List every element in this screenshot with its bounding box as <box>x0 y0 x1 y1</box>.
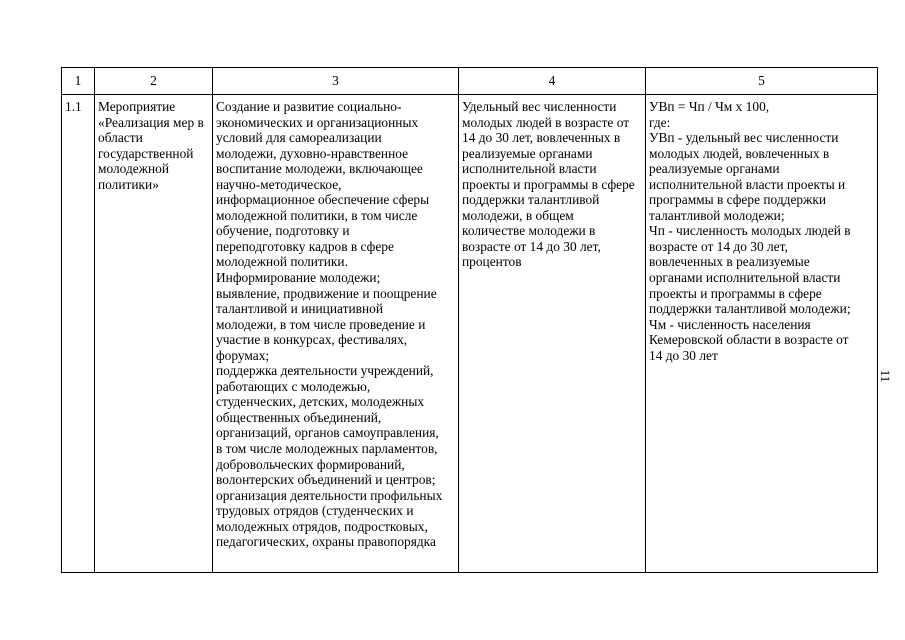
indicator-table <box>61 67 878 573</box>
table-header-row <box>62 68 878 95</box>
column-header-1: 1 <box>62 68 95 95</box>
row-number: 1.1 <box>65 99 82 114</box>
page-number: 11 <box>878 369 893 383</box>
column-header-4: 4 <box>459 68 646 95</box>
indicator-name: Удельный вес численности молодых людей в возрасте от 14 до 30 лет, вовлеченных в реализуемые органами исполнительной власти проекты и программы в сфере поддержки талантливой молодежи, в общем количестве молодежи в возрасте от 14 до 30 лет, процентов <box>462 99 635 270</box>
event-description: Создание и развитие социально- экономических и организационных условий для самореализации молодежи, духовно-нравственное воспитание молодежи, включающее научно-методическое, информационное обеспечение сферы молодежной политики, в том числе обучение, подготовку и переподготовку кадров в сфере молодежной политики. Информирование молодежи; выявление, продвижение и поощрение талантливой и инициативной молодежи, в том числе проведение и участие в конкурсах, фестивалях, форумах; поддержка деятельности учреждений, работающих с молодежью, студенческих, детских, молодежных общественных объединений, организаций, органов самоуправления, в том числе молодежных парламентов, добровольческих формирований, волонтерских объединений и центров; организация деятельности профильных трудовых отрядов (студенческих и молодежных отрядов, подростковых, педагогических, охраны правопорядка <box>216 99 443 550</box>
column-header-2: 2 <box>95 68 213 95</box>
event-cell <box>95 95 213 573</box>
column-header-3: 3 <box>213 68 459 95</box>
row-number-cell <box>62 95 95 573</box>
event-name: Мероприятие «Реализация мер в области государственной молодежной политики» <box>98 99 204 192</box>
calculation-formula: УВп = Чп / Чм х 100, где: УВп - удельный вес численности молодых людей, вовлеченных в реализуемые органами исполнительной власти проекты и программы в сфере поддержки талантливой молодежи; Чп - численность молодых людей в возрасте от 14 до 30 лет, вовлеченных в реализуемые органами исполнительной власти проекты и программы в сфере поддержки талантливой молодежи; Чм - численность населения Кемеровской области в возрасте от 14 до 30 лет <box>649 99 851 363</box>
table-row <box>62 95 878 573</box>
indicator-cell <box>459 95 646 573</box>
column-header-5: 5 <box>646 68 878 95</box>
description-cell <box>213 95 459 573</box>
formula-cell <box>646 95 878 573</box>
